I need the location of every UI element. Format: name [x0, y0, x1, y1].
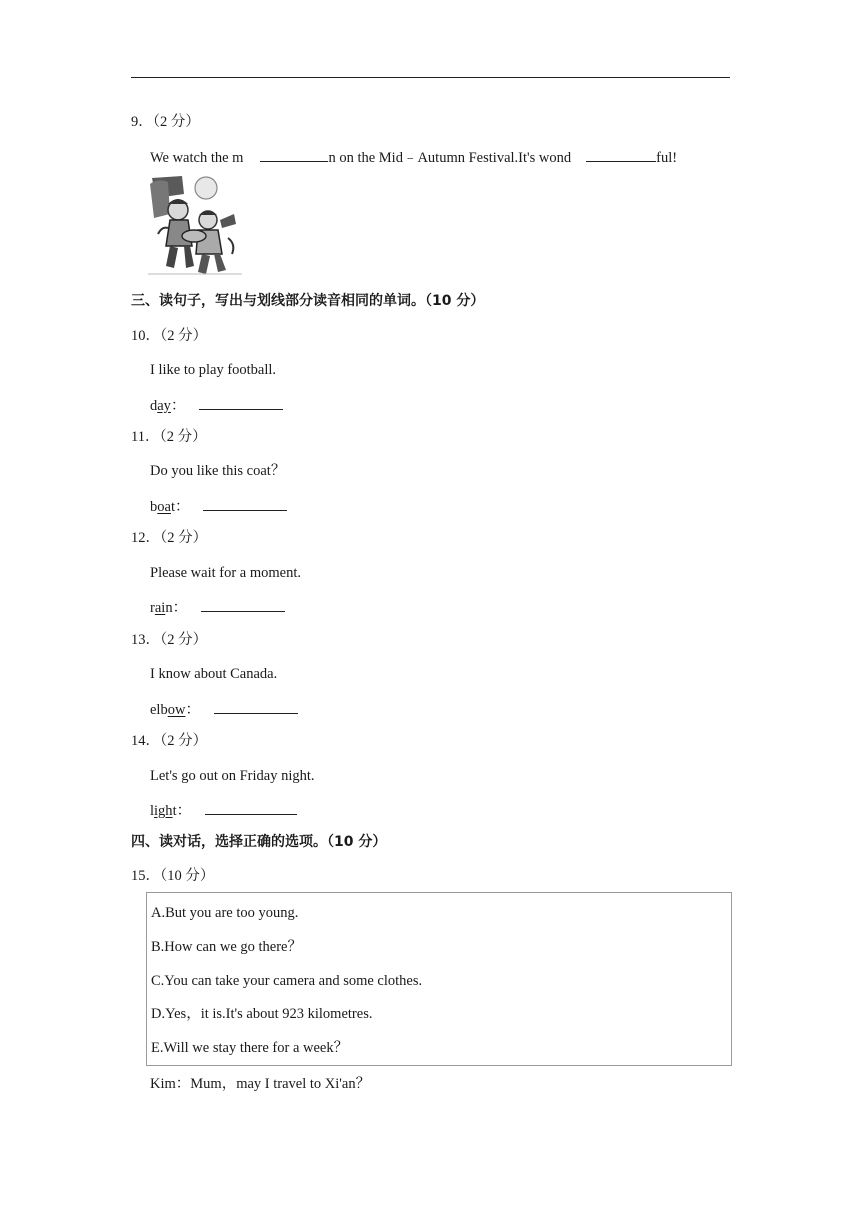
question-11-number: 11．（2 分）: [131, 429, 207, 445]
answer-blank[interactable]: [214, 699, 298, 714]
question-12-sentence: Please wait for a moment.: [150, 565, 301, 581]
question-14-word-line: light：: [150, 800, 297, 820]
question-10-word-line: day：: [150, 395, 283, 415]
option-e: E.Will we stay there for a week？: [151, 1040, 349, 1056]
underlined-letters: ay: [157, 398, 171, 414]
underlined-letters: igh: [154, 803, 173, 819]
question-9-sentence: [150, 147, 677, 167]
question-10-sentence: I like to play football.: [150, 362, 277, 378]
answer-blank[interactable]: [201, 597, 285, 612]
q9-part-2: n on the Mid﹣Autumn Festival.It's wond: [328, 150, 572, 166]
question-9-number: 9．（2 分）: [131, 114, 200, 130]
options-box: [146, 892, 732, 1066]
q9-part-3: ful!: [656, 150, 678, 166]
question-14-number: 14．（2 分）: [131, 733, 208, 749]
question-10-number: 10．（2 分）: [131, 328, 208, 344]
q9-blank-1[interactable]: [260, 147, 328, 162]
underlined-letters: ai: [154, 600, 166, 616]
option-d: D.Yes，it is.It's about 923 kilometres.: [151, 1006, 373, 1022]
section-4-title: 四、读对话，选择正确的选项。（10 分）: [131, 834, 387, 850]
option-b: B.How can we go there？: [151, 939, 302, 955]
q9-blank-2[interactable]: [586, 147, 656, 162]
dialogue-line-kim: Kim：Mum，may I travel to Xi'an？: [150, 1076, 371, 1092]
question-11-word-line: boat：: [150, 496, 287, 516]
underlined-letters: oa: [157, 499, 171, 515]
question-15-number: 15．（10 分）: [131, 868, 215, 884]
children-moon-illustration: [148, 174, 242, 278]
answer-blank[interactable]: [199, 395, 283, 410]
question-13-word-line: elbow：: [150, 699, 298, 719]
question-13-number: 13．（2 分）: [131, 632, 208, 648]
question-12-word-line: rain：: [150, 597, 285, 617]
underlined-letters: ow: [167, 702, 186, 718]
answer-blank[interactable]: [205, 800, 297, 815]
header-rule: [131, 77, 730, 78]
option-a: A.But you are too young.: [151, 905, 299, 921]
answer-blank[interactable]: [203, 496, 287, 511]
q9-part-1: We watch the m: [150, 150, 244, 166]
option-c: C.You can take your camera and some clothes.: [151, 973, 423, 989]
question-11-sentence: Do you like this coat？: [150, 463, 286, 479]
question-14-sentence: Let's go out on Friday night.: [150, 768, 315, 784]
question-13-sentence: I know about Canada.: [150, 666, 278, 682]
section-3-title: 三、读句子，写出与划线部分读音相同的单词。（10 分）: [131, 293, 485, 309]
question-12-number: 12．（2 分）: [131, 530, 208, 546]
